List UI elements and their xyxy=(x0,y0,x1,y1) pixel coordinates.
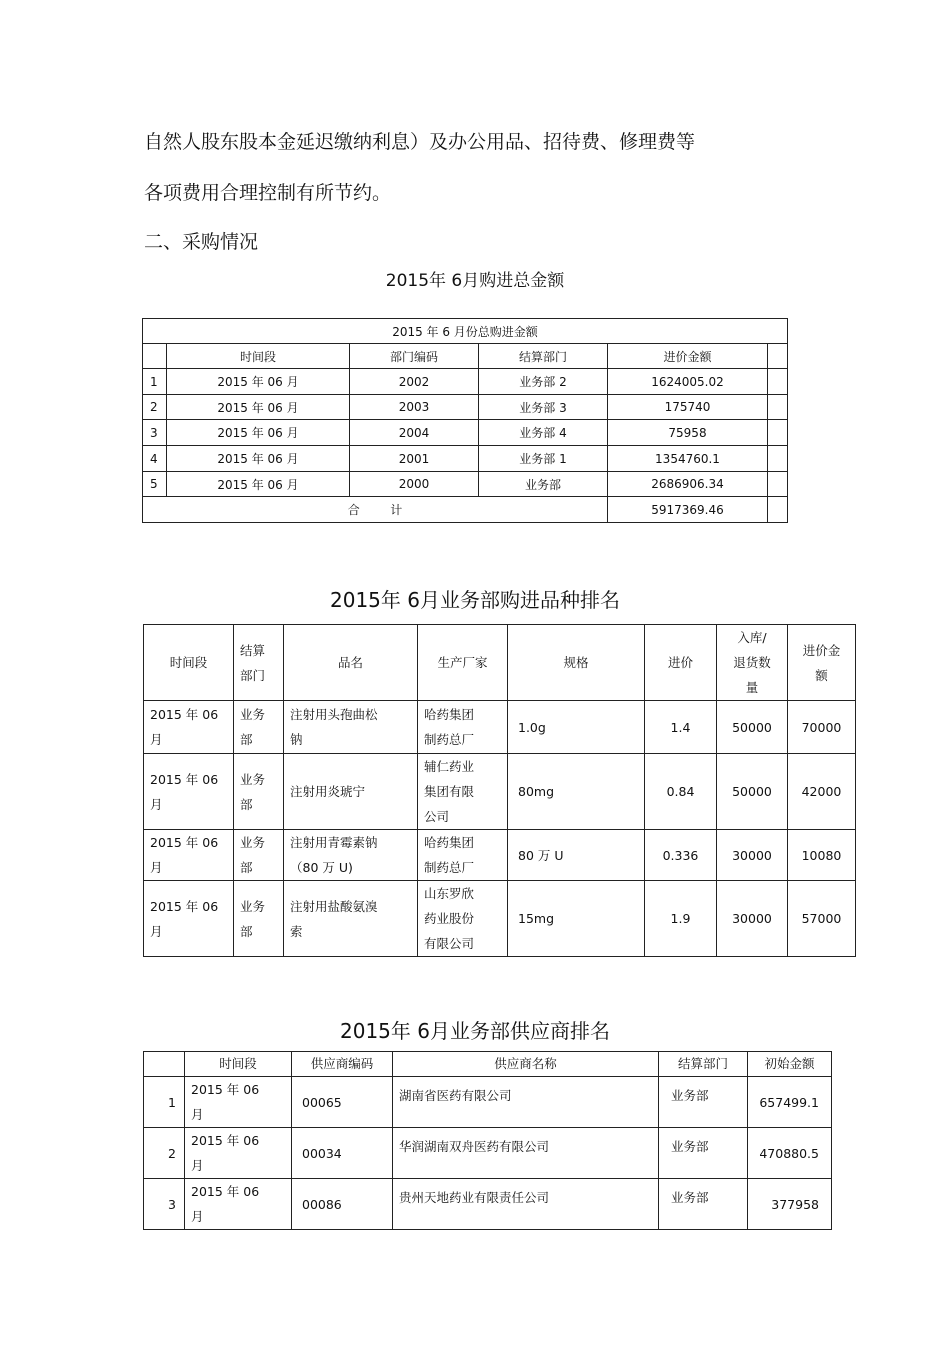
price-cell: 0.84 xyxy=(645,754,717,830)
table-row xyxy=(143,446,788,472)
table-cell xyxy=(768,446,788,472)
table3-caption: 2015年 6月业务部供应商排名 xyxy=(340,1019,610,1043)
dept-cell: 业务部 4 xyxy=(479,420,608,446)
table-row xyxy=(144,701,856,754)
column-header: 生产厂家 xyxy=(418,625,508,701)
table-row xyxy=(143,395,788,420)
spec-cell: 15mg xyxy=(508,881,645,957)
table-cell xyxy=(768,395,788,420)
table-row xyxy=(144,1179,832,1230)
column-header: 供应商编码 xyxy=(292,1052,393,1077)
column-header: 进价 xyxy=(645,625,717,701)
table-row xyxy=(143,369,788,395)
row-index: 3 xyxy=(143,420,167,446)
section-heading: 二、采购情况 xyxy=(144,231,259,253)
product-cell: 注射用头孢曲松 钠 xyxy=(284,701,418,754)
price-cell: 1.9 xyxy=(645,881,717,957)
row-index: 3 xyxy=(144,1179,185,1230)
amount-cell: 57000 xyxy=(788,881,856,957)
product-cell: 注射用青霉素钠 （80 万 U) xyxy=(284,830,418,881)
dept-cell: 业务部 xyxy=(659,1179,748,1230)
column-header: 初始金额 xyxy=(748,1052,832,1077)
column-header: 时间段 xyxy=(144,625,234,701)
product-ranking-table xyxy=(143,624,856,957)
price-cell: 1.4 xyxy=(645,701,717,754)
table1-header-title: 2015 年 6 月份总购进金额 xyxy=(143,319,788,344)
table-row xyxy=(144,830,856,881)
dept-code-cell: 2003 xyxy=(350,395,479,420)
amount-cell: 175740 xyxy=(608,395,768,420)
purchase-total-table xyxy=(142,318,788,523)
product-cell: 注射用炎琥宁 xyxy=(284,754,418,830)
period-cell: 2015 年 06 月 xyxy=(167,472,350,497)
product-cell: 注射用盐酸氨溴 索 xyxy=(284,881,418,957)
qty-cell: 30000 xyxy=(717,830,788,881)
row-index: 2 xyxy=(144,1128,185,1179)
period-cell: 2015 年 06 月 xyxy=(144,881,234,957)
maker-cell: 山东罗欣 药业股份 有限公司 xyxy=(418,881,508,957)
spec-cell: 80 万 U xyxy=(508,830,645,881)
period-cell: 2015 年 06 月 xyxy=(167,446,350,472)
amount-cell: 1354760.1 xyxy=(608,446,768,472)
supplier-code-cell: 00034 xyxy=(292,1128,393,1179)
table-row xyxy=(143,472,788,497)
amount-cell: 75958 xyxy=(608,420,768,446)
column-header: 进价金额 xyxy=(608,344,768,369)
table-row xyxy=(144,754,856,830)
period-cell: 2015 年 06 月 xyxy=(185,1077,292,1128)
paragraph-line-2: 各项费用合理控制有所节约。 xyxy=(144,182,392,204)
dept-code-cell: 2000 xyxy=(350,472,479,497)
column-header: 规格 xyxy=(508,625,645,701)
column-header: 供应商名称 xyxy=(393,1052,659,1077)
dept-cell: 业务 部 xyxy=(234,881,284,957)
table-cell xyxy=(768,369,788,395)
maker-cell: 哈药集团 制药总厂 xyxy=(418,830,508,881)
column-header: 结算部门 xyxy=(659,1052,748,1077)
column-header: 部门编码 xyxy=(350,344,479,369)
table1-caption: 2015年 6月购进总金额 xyxy=(385,271,565,291)
column-header: 进价金 额 xyxy=(788,625,856,701)
table2-caption: 2015年 6月业务部购进品种排名 xyxy=(330,588,620,612)
column-header: 时间段 xyxy=(185,1052,292,1077)
price-cell: 0.336 xyxy=(645,830,717,881)
dept-cell: 业务部 1 xyxy=(479,446,608,472)
row-index: 1 xyxy=(143,369,167,395)
dept-code-cell: 2004 xyxy=(350,420,479,446)
table-cell xyxy=(144,1052,185,1077)
maker-cell: 哈药集团 制药总厂 xyxy=(418,701,508,754)
spec-cell: 1.0g xyxy=(508,701,645,754)
row-index: 4 xyxy=(143,446,167,472)
qty-cell: 50000 xyxy=(717,701,788,754)
dept-cell: 业务部 3 xyxy=(479,395,608,420)
table-cell xyxy=(768,472,788,497)
supplier-code-cell: 00065 xyxy=(292,1077,393,1128)
amount-cell: 2686906.34 xyxy=(608,472,768,497)
dept-cell: 业务部 xyxy=(659,1077,748,1128)
period-cell: 2015 年 06 月 xyxy=(167,420,350,446)
row-index: 1 xyxy=(144,1077,185,1128)
dept-cell: 业务部 xyxy=(479,472,608,497)
dept-cell: 业务 部 xyxy=(234,701,284,754)
dept-cell: 业务 部 xyxy=(234,830,284,881)
amount-cell: 10080 xyxy=(788,830,856,881)
amount-cell: 42000 xyxy=(788,754,856,830)
table-cell xyxy=(768,344,788,369)
supplier-name-cell: 华润湖南双舟医药有限公司 xyxy=(393,1128,659,1179)
column-header: 结算部门 xyxy=(479,344,608,369)
amount-cell: 657499.1 xyxy=(748,1077,832,1128)
period-cell: 2015 年 06 月 xyxy=(144,830,234,881)
maker-cell: 辅仁药业 集团有限 公司 xyxy=(418,754,508,830)
table-cell xyxy=(768,420,788,446)
period-cell: 2015 年 06 月 xyxy=(185,1179,292,1230)
table-row xyxy=(144,1077,832,1128)
amount-cell: 1624005.02 xyxy=(608,369,768,395)
column-header: 时间段 xyxy=(167,344,350,369)
supplier-name-cell: 贵州天地药业有限责任公司 xyxy=(393,1179,659,1230)
dept-code-cell: 2001 xyxy=(350,446,479,472)
table-row xyxy=(143,420,788,446)
column-header: 品名 xyxy=(284,625,418,701)
supplier-ranking-table xyxy=(143,1051,832,1230)
qty-cell: 30000 xyxy=(717,881,788,957)
supplier-name-cell: 湖南省医药有限公司 xyxy=(393,1077,659,1128)
amount-cell: 377958 xyxy=(748,1179,832,1230)
table-cell xyxy=(143,344,167,369)
qty-cell: 50000 xyxy=(717,754,788,830)
amount-cell: 70000 xyxy=(788,701,856,754)
total-amount: 5917369.46 xyxy=(608,497,768,523)
table-row xyxy=(144,881,856,957)
supplier-code-cell: 00086 xyxy=(292,1179,393,1230)
row-index: 2 xyxy=(143,395,167,420)
paragraph-line-1: 自然人股东股本金延迟缴纳利息）及办公用品、招待费、修理费等 xyxy=(144,131,696,153)
dept-cell: 业务部 2 xyxy=(479,369,608,395)
period-cell: 2015 年 06 月 xyxy=(144,701,234,754)
table-row xyxy=(144,1128,832,1179)
row-index: 5 xyxy=(143,472,167,497)
period-cell: 2015 年 06 月 xyxy=(185,1128,292,1179)
spec-cell: 80mg xyxy=(508,754,645,830)
period-cell: 2015 年 06 月 xyxy=(144,754,234,830)
column-header: 入库/ 退货数 量 xyxy=(717,625,788,701)
dept-cell: 业务部 xyxy=(659,1128,748,1179)
amount-cell: 470880.5 xyxy=(748,1128,832,1179)
dept-cell: 业务 部 xyxy=(234,754,284,830)
period-cell: 2015 年 06 月 xyxy=(167,395,350,420)
period-cell: 2015 年 06 月 xyxy=(167,369,350,395)
total-row xyxy=(143,497,788,523)
table-cell xyxy=(768,497,788,523)
dept-code-cell: 2002 xyxy=(350,369,479,395)
column-header: 结算 部门 xyxy=(234,625,284,701)
total-label: 合 计 xyxy=(143,497,608,523)
